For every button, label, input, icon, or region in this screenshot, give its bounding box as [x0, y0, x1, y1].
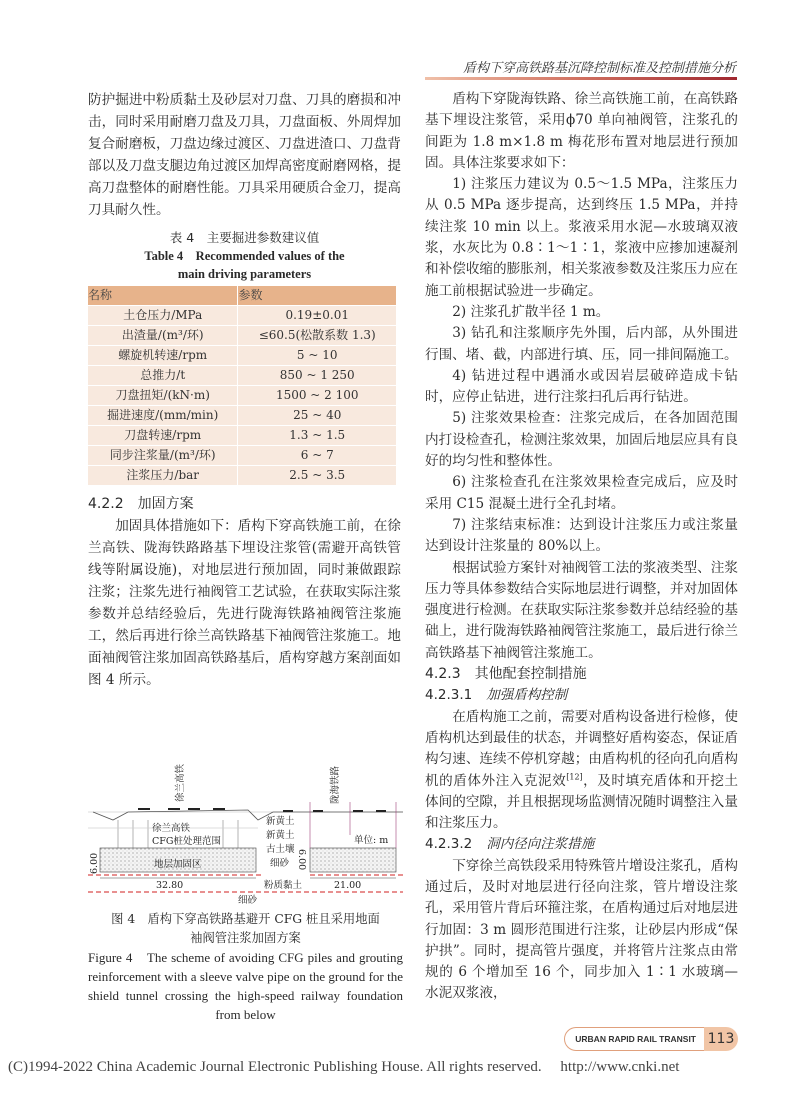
- list-item: 7) 注浆结束标准：达到设计注浆压力或注浆量达到设计注浆量的 80%以上。: [425, 516, 738, 555]
- cell-name: 刀盘扭矩/(kN·m): [88, 386, 238, 406]
- heading-title: 洞内径向注浆措施: [486, 836, 595, 853]
- cell-value: 6 ~ 7: [238, 446, 397, 466]
- right-column: [425, 89, 738, 1005]
- cell-value: 1500 ~ 2 100: [238, 386, 397, 406]
- paragraph: 加固具体措施如下：盾构下穿高铁施工前，在徐兰高铁、陇海铁路路基下埋设注浆管(需避开高铁管线等附属设施)，对地层进行预加固，同时兼做跟踪注浆；注浆先进行袖阀管工艺试验，在获取实际注浆参数并总结经验后，先进行陇海铁路袖阀管注浆施工，然后再进行徐兰高铁路基下袖阀管注浆施工。地面袖阀管注浆加固高铁路基后，盾构穿越方案剖面如图 4 所示。: [88, 518, 401, 688]
- dim-w2: 21.00: [334, 880, 362, 891]
- table-header-row: [88, 286, 397, 306]
- label-xulan: 徐兰高铁: [175, 763, 186, 802]
- paragraph: 下穿徐兰高铁段采用特殊管片增设注浆孔，盾构通过后，及时对地层进行径向注浆，管片增设注浆孔，采用管片背后环箍注浆，在盾构通过后对地层进行加固：3 m 圆形范围进行注浆，让砂层内形成“保护拱”。同时，提高管片强度，并将管片注浆点由常规的 6 个增加至 16 个，同步加入 1∶1 水玻璃—水泥双浆液，: [425, 857, 738, 1002]
- cell-name: 刀盘转速/rpm: [88, 426, 238, 446]
- label-gutu: 古土壤: [266, 844, 295, 855]
- dim-h1: 6.00: [89, 852, 100, 874]
- list-item: 2) 注浆孔扩散半径 1 m。: [452, 303, 610, 320]
- table-row: [88, 386, 397, 406]
- label-xisha-1: 细砂: [270, 858, 290, 869]
- cell-name: 土仓压力/MPa: [88, 306, 238, 326]
- label-xinhuangtu-1: 新黄土: [266, 816, 295, 827]
- figure-caption: [88, 910, 403, 1024]
- list-item: 3) 钻孔和注浆顺序先外围，后内部，从外围进行围、堵、截，内部进行填、压，同一排间隔施工。: [425, 325, 738, 363]
- list-item: 1) 注浆压力建议为 0.5～1.5 MPa，注浆压力从 0.5 MPa 逐步提高，达到终压 1.5 MPa，并持续注浆 10 min 以上。浆液采用水泥—水玻璃双液浆，水灰比为 0.8∶1～1∶1，浆液中应掺加速凝剂和补偿收缩的膨胀剂，相关浆液参数及注浆压力应在施工前根据试验进一步确定。: [425, 176, 738, 299]
- cell-value: 850 ~ 1 250: [238, 366, 397, 386]
- table-row: [88, 446, 397, 466]
- running-title: 盾构下穿高铁路基沉降控制标准及控制措施分析: [462, 61, 736, 76]
- label-fenzhi: 粉质黏土: [264, 880, 303, 891]
- section-heading-4-2-3: 4.2.3 其他配套控制措施: [425, 666, 587, 683]
- header-rule: [425, 77, 737, 80]
- list-item: 6) 注浆检查孔在注浆效果检查完成后，应及时采用 C15 混凝土进行全孔封堵。: [425, 474, 738, 512]
- label-xisha-2: 细砂: [238, 895, 258, 904]
- paragraph: 盾构下穿陇海铁路、徐兰高铁施工前，在高铁路基下埋设注浆管，采用ϕ70 单向袖阀管，注浆孔的间距为 1.8 m×1.8 m 梅花形布置对地层进行预加固。具体注浆要求如下：: [425, 91, 738, 171]
- cell-name: 螺旋机转速/rpm: [88, 346, 238, 366]
- header-name: 名称: [88, 286, 238, 306]
- cell-value: 2.5 ~ 3.5: [238, 466, 397, 486]
- table-caption-cn: 表 4 主要掘进参数建议值: [169, 230, 320, 245]
- dim-w1: 32.80: [156, 880, 184, 891]
- cell-value: ≤60.5(松散系数 1.3): [238, 326, 397, 346]
- figure-4-section-diagram: [88, 740, 403, 904]
- label-unit: 单位: m: [354, 835, 389, 846]
- paragraph-text: 在盾构施工之前，需要对盾构设备进行检修，使盾构机达到最佳的状态，并调整好盾构姿态，保证盾构匀速、连续不停机穿越；由盾构机的径向孔向盾构机的盾体外注入克泥效: [425, 708, 738, 789]
- paragraph: 根据试验方案针对袖阀管工法的浆液类型、注浆压力等具体参数结合实际地层进行调整，并对加固体强度进行检测。在获取实际注浆参数并总结经验的基础上，进行陇海铁路袖阀管注浆施工，最后进行徐兰高铁路基下袖阀管注浆施工。: [425, 559, 738, 661]
- cell-name: 出渣量/(m³/环): [88, 326, 238, 346]
- dim-h2: 6.00: [296, 849, 307, 871]
- cell-value: 1.3 ~ 1.5: [238, 426, 397, 446]
- copyright-notice: (C)1994-2022 China Academic Journal Electronic Publishing House. All rights reserved. http://www.cnki.net: [8, 1059, 680, 1075]
- table-row: [88, 346, 397, 366]
- cell-name: 注浆压力/bar: [88, 466, 238, 486]
- cell-name: 同步注浆量/(m³/环): [88, 446, 238, 466]
- table-row: [88, 366, 397, 386]
- figure-caption-en: Figure 4 The scheme of avoiding CFG piles and grouting reinforcement with a sleeve valve pipe on the ground for the shield tunnel crossing the high-speed railway foundation from below: [88, 950, 403, 1022]
- heading-number: 4.2.3.2: [425, 836, 473, 853]
- section-heading-4-2-2: 4.2.2 加固方案: [88, 496, 194, 512]
- table-row: [88, 326, 397, 346]
- cell-value: 0.19±0.01: [238, 306, 397, 326]
- table-row: [88, 406, 397, 426]
- reinforcement-zone-longhai: [310, 848, 396, 872]
- cell-value: 5 ~ 10: [238, 346, 397, 366]
- cell-name: 总推力/t: [88, 366, 238, 386]
- label-reinforce: 地层加固区: [154, 859, 202, 870]
- table-caption-en-2: main driving parameters: [177, 267, 312, 281]
- figure-caption-cn-1: 图 4 盾构下穿高铁路基避开 CFG 桩且采用地面: [111, 912, 380, 926]
- paragraph: 防护掘进中粉质黏土及砂层对刀盘、刀具的磨损和冲击，同时采用耐磨刀盘及刀具，刀盘面板、外周焊加复合耐磨板，刀盘边缘过渡区、刀盘进渣口、刀盘背部以及刀盘支腿边角过渡区加焊高密度耐磨网格，提高刀盘整体的耐磨性能。刀具采用硬质合金刀，提高刀具耐久性。: [88, 92, 401, 218]
- paragraph: [425, 707, 738, 835]
- table-row: [88, 306, 397, 326]
- list-item: 4) 钻进过程中遇涌水或因岩层破碎造成卡钻时，应停止钻进，进行注浆扫孔后再行钻进。: [425, 367, 738, 406]
- table-row: [88, 426, 397, 446]
- paragraph-text: ，及时填充盾体和开挖土体间的空隙，并且根据现场监测情况随时调整注入量和注浆压力。: [425, 772, 739, 832]
- list-item: 5) 注浆效果检查：注浆完成后，在各加固范围内打设检查孔，检测注浆效果，加固后地层应具有良好的均匀性和整体性。: [425, 410, 738, 470]
- journal-badge: [564, 1027, 738, 1051]
- table-caption: [88, 229, 401, 283]
- heading-title: 加强盾构控制: [486, 687, 568, 704]
- section-heading-4-2-3-2: [425, 834, 738, 855]
- table-row: [88, 466, 397, 486]
- left-column: [88, 89, 401, 691]
- label-longhai: 陇海铁路: [330, 765, 341, 804]
- parameters-table: [88, 286, 397, 485]
- table-caption-en-1: Table 4 Recommended values of the: [144, 249, 345, 263]
- page-number: 113: [704, 1027, 738, 1051]
- label-cfg-2: CFG桩处理范围: [152, 836, 221, 847]
- citation: [12]: [566, 771, 583, 781]
- figure-caption-cn-2: 袖阀管注浆加固方案: [190, 931, 301, 945]
- section-heading-4-2-3-1: [425, 685, 738, 706]
- heading-number: 4.2.3.1: [425, 687, 473, 704]
- label-cfg-1: 徐兰高铁: [152, 823, 191, 834]
- cell-name: 掘进速度/(mm/min): [88, 406, 238, 426]
- journal-name: URBAN RAPID RAIL TRANSIT: [564, 1027, 704, 1051]
- cell-value: 25 ~ 40: [238, 406, 397, 426]
- header-value: 参数: [238, 286, 397, 306]
- label-xinhuangtu-2: 新黄土: [266, 830, 295, 841]
- ground-lines: [88, 812, 403, 828]
